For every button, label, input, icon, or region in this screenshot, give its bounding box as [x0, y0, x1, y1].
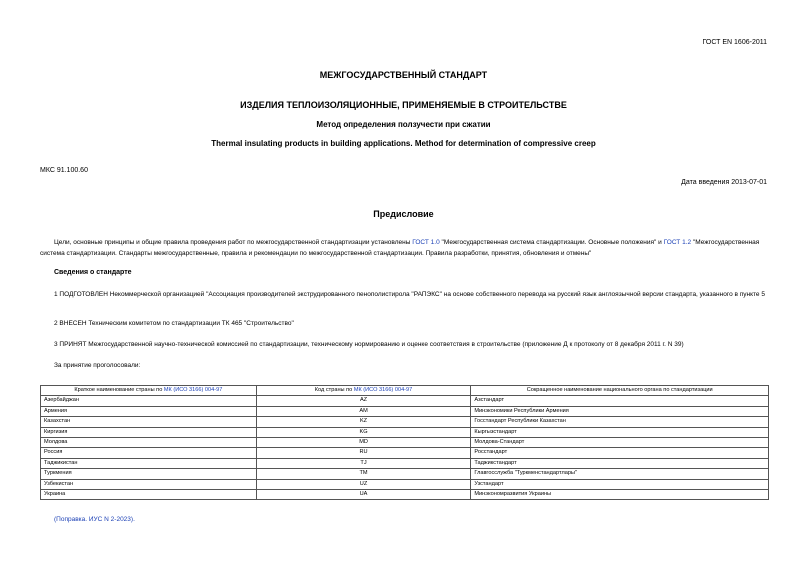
header-text: Краткое наименование страны по: [74, 387, 164, 393]
introduction-date: Дата введения 2013-07-01: [681, 179, 767, 186]
foreword-paragraph-1: [40, 237, 768, 259]
info-item-adopted: 3 ПРИНЯТ Межгосударственной научно-технической комиссией по стандартизации, техническому нормированию и оценке соответствия в строительстве (приложение Д к протоколу от 8 декабря 2011 г. N 39): [54, 341, 684, 348]
amendment-link[interactable]: (Поправка. ИУС N 2-2023).: [54, 516, 135, 523]
header-text: Код страны по: [314, 387, 354, 393]
standards-body-cell: Минэкономики Республики Армения: [471, 406, 769, 416]
column-header-code: [256, 386, 471, 396]
country-code-cell: UA: [256, 490, 471, 500]
country-code-cell: RU: [256, 448, 471, 458]
standards-body-cell: Росстандарт: [471, 448, 769, 458]
foreword-text: "Межгосударственная система стандартизации. Основные положения" и: [439, 239, 664, 246]
info-item-prepared: 1 ПОДГОТОВЛЕН Некоммерческой организацией "Ассоциация производителей экструдированного пенополистирола "РАПЭКС" на основе собственного перевода на русский язык англоязычной версии стандарта, указанного в пункте 5: [54, 291, 765, 298]
document-title: ИЗДЕЛИЯ ТЕПЛОИЗОЛЯЦИОННЫЕ, ПРИМЕНЯЕМЫЕ В СТРОИТЕЛЬСТВЕ: [240, 100, 567, 110]
country-code-cell: KG: [256, 427, 471, 437]
column-header-standards-body: Сокращенное наименование национального органа по стандартизации: [471, 386, 769, 396]
foreword-heading: Предисловие: [373, 209, 434, 219]
table-row: [41, 458, 769, 468]
standards-body-cell: Таджикстандарт: [471, 458, 769, 468]
document-subtitle: Метод определения ползучести при сжатии: [316, 120, 491, 129]
country-code-cell: KZ: [256, 417, 471, 427]
info-item-submitted: 2 ВНЕСЕН Техническим комитетом по стандартизации ТК 465 "Строительство": [54, 320, 294, 327]
standards-body-cell: Азстандарт: [471, 396, 769, 406]
country-cell: Россия: [41, 448, 257, 458]
standard-type-heading: МЕЖГОСУДАРСТВЕННЫЙ СТАНДАРТ: [319, 70, 488, 80]
voted-label: За принятие проголосовали:: [54, 362, 141, 369]
document-number: ГОСТ EN 1606-2011: [702, 39, 767, 46]
country-cell: Узбекистан: [41, 479, 257, 489]
country-code-cell: AM: [256, 406, 471, 416]
mks-code: МКС 91.100.60: [40, 167, 88, 174]
country-cell: Киргизия: [41, 427, 257, 437]
gost-1-0-link[interactable]: ГОСТ 1.0: [412, 239, 440, 246]
standards-body-cell: Молдова-Стандарт: [471, 438, 769, 448]
gost-1-2-link[interactable]: ГОСТ 1.2: [663, 239, 692, 246]
document-title-english: Thermal insulating products in building applications. Method for determination of compressive creep: [211, 139, 596, 148]
table-row: [41, 448, 769, 458]
table-row: [41, 479, 769, 489]
country-cell: Молдова: [41, 438, 257, 448]
country-code-cell: TJ: [256, 458, 471, 468]
country-cell: Армения: [41, 406, 257, 416]
mk-iso-link[interactable]: МК (ИСО 3166) 004-97: [353, 387, 413, 393]
country-cell: Таджикистан: [41, 458, 257, 468]
country-cell: Украина: [41, 490, 257, 500]
country-code-cell: UZ: [256, 479, 471, 489]
table-row: [41, 396, 769, 406]
amendment-note: [54, 516, 135, 523]
country-cell: Казахстан: [41, 417, 257, 427]
standards-body-cell: Минэкономразвития Украины: [471, 490, 769, 500]
standards-body-cell: Кыргызстандарт: [471, 427, 769, 437]
standards-body-cell: Узстандарт: [471, 479, 769, 489]
country-code-cell: TM: [256, 469, 471, 479]
country-code-cell: AZ: [256, 396, 471, 406]
table-row: [41, 417, 769, 427]
column-header-country: [41, 386, 257, 396]
country-code-cell: MD: [256, 438, 471, 448]
table-header-row: [41, 386, 769, 396]
mk-iso-link[interactable]: МК (ИСО 3166) 004-97: [163, 387, 223, 393]
foreword-text: "Межгосударственная система стандартизации. Стандарты межгосударственные, правила и рекомендации по межгосударственной стандартизации. Правила разработки, принятия, обновления и отмены": [40, 239, 760, 257]
table-row: [41, 427, 769, 437]
foreword-text: Цели, основные принципы и общие правила проведения работ по межгосударственной стандартизации установлены: [54, 239, 413, 246]
table-row: [41, 406, 769, 416]
voting-countries-table: [40, 385, 769, 500]
standards-body-cell: Главгосслужба "Туркменстандартлары": [471, 469, 769, 479]
standard-info-heading: Сведения о стандарте: [54, 269, 132, 276]
table-row: [41, 438, 769, 448]
table-row: [41, 490, 769, 500]
country-cell: Туркмения: [41, 469, 257, 479]
country-cell: Азербайджан: [41, 396, 257, 406]
table-row: [41, 469, 769, 479]
standards-body-cell: Госстандарт Республики Казахстан: [471, 417, 769, 427]
